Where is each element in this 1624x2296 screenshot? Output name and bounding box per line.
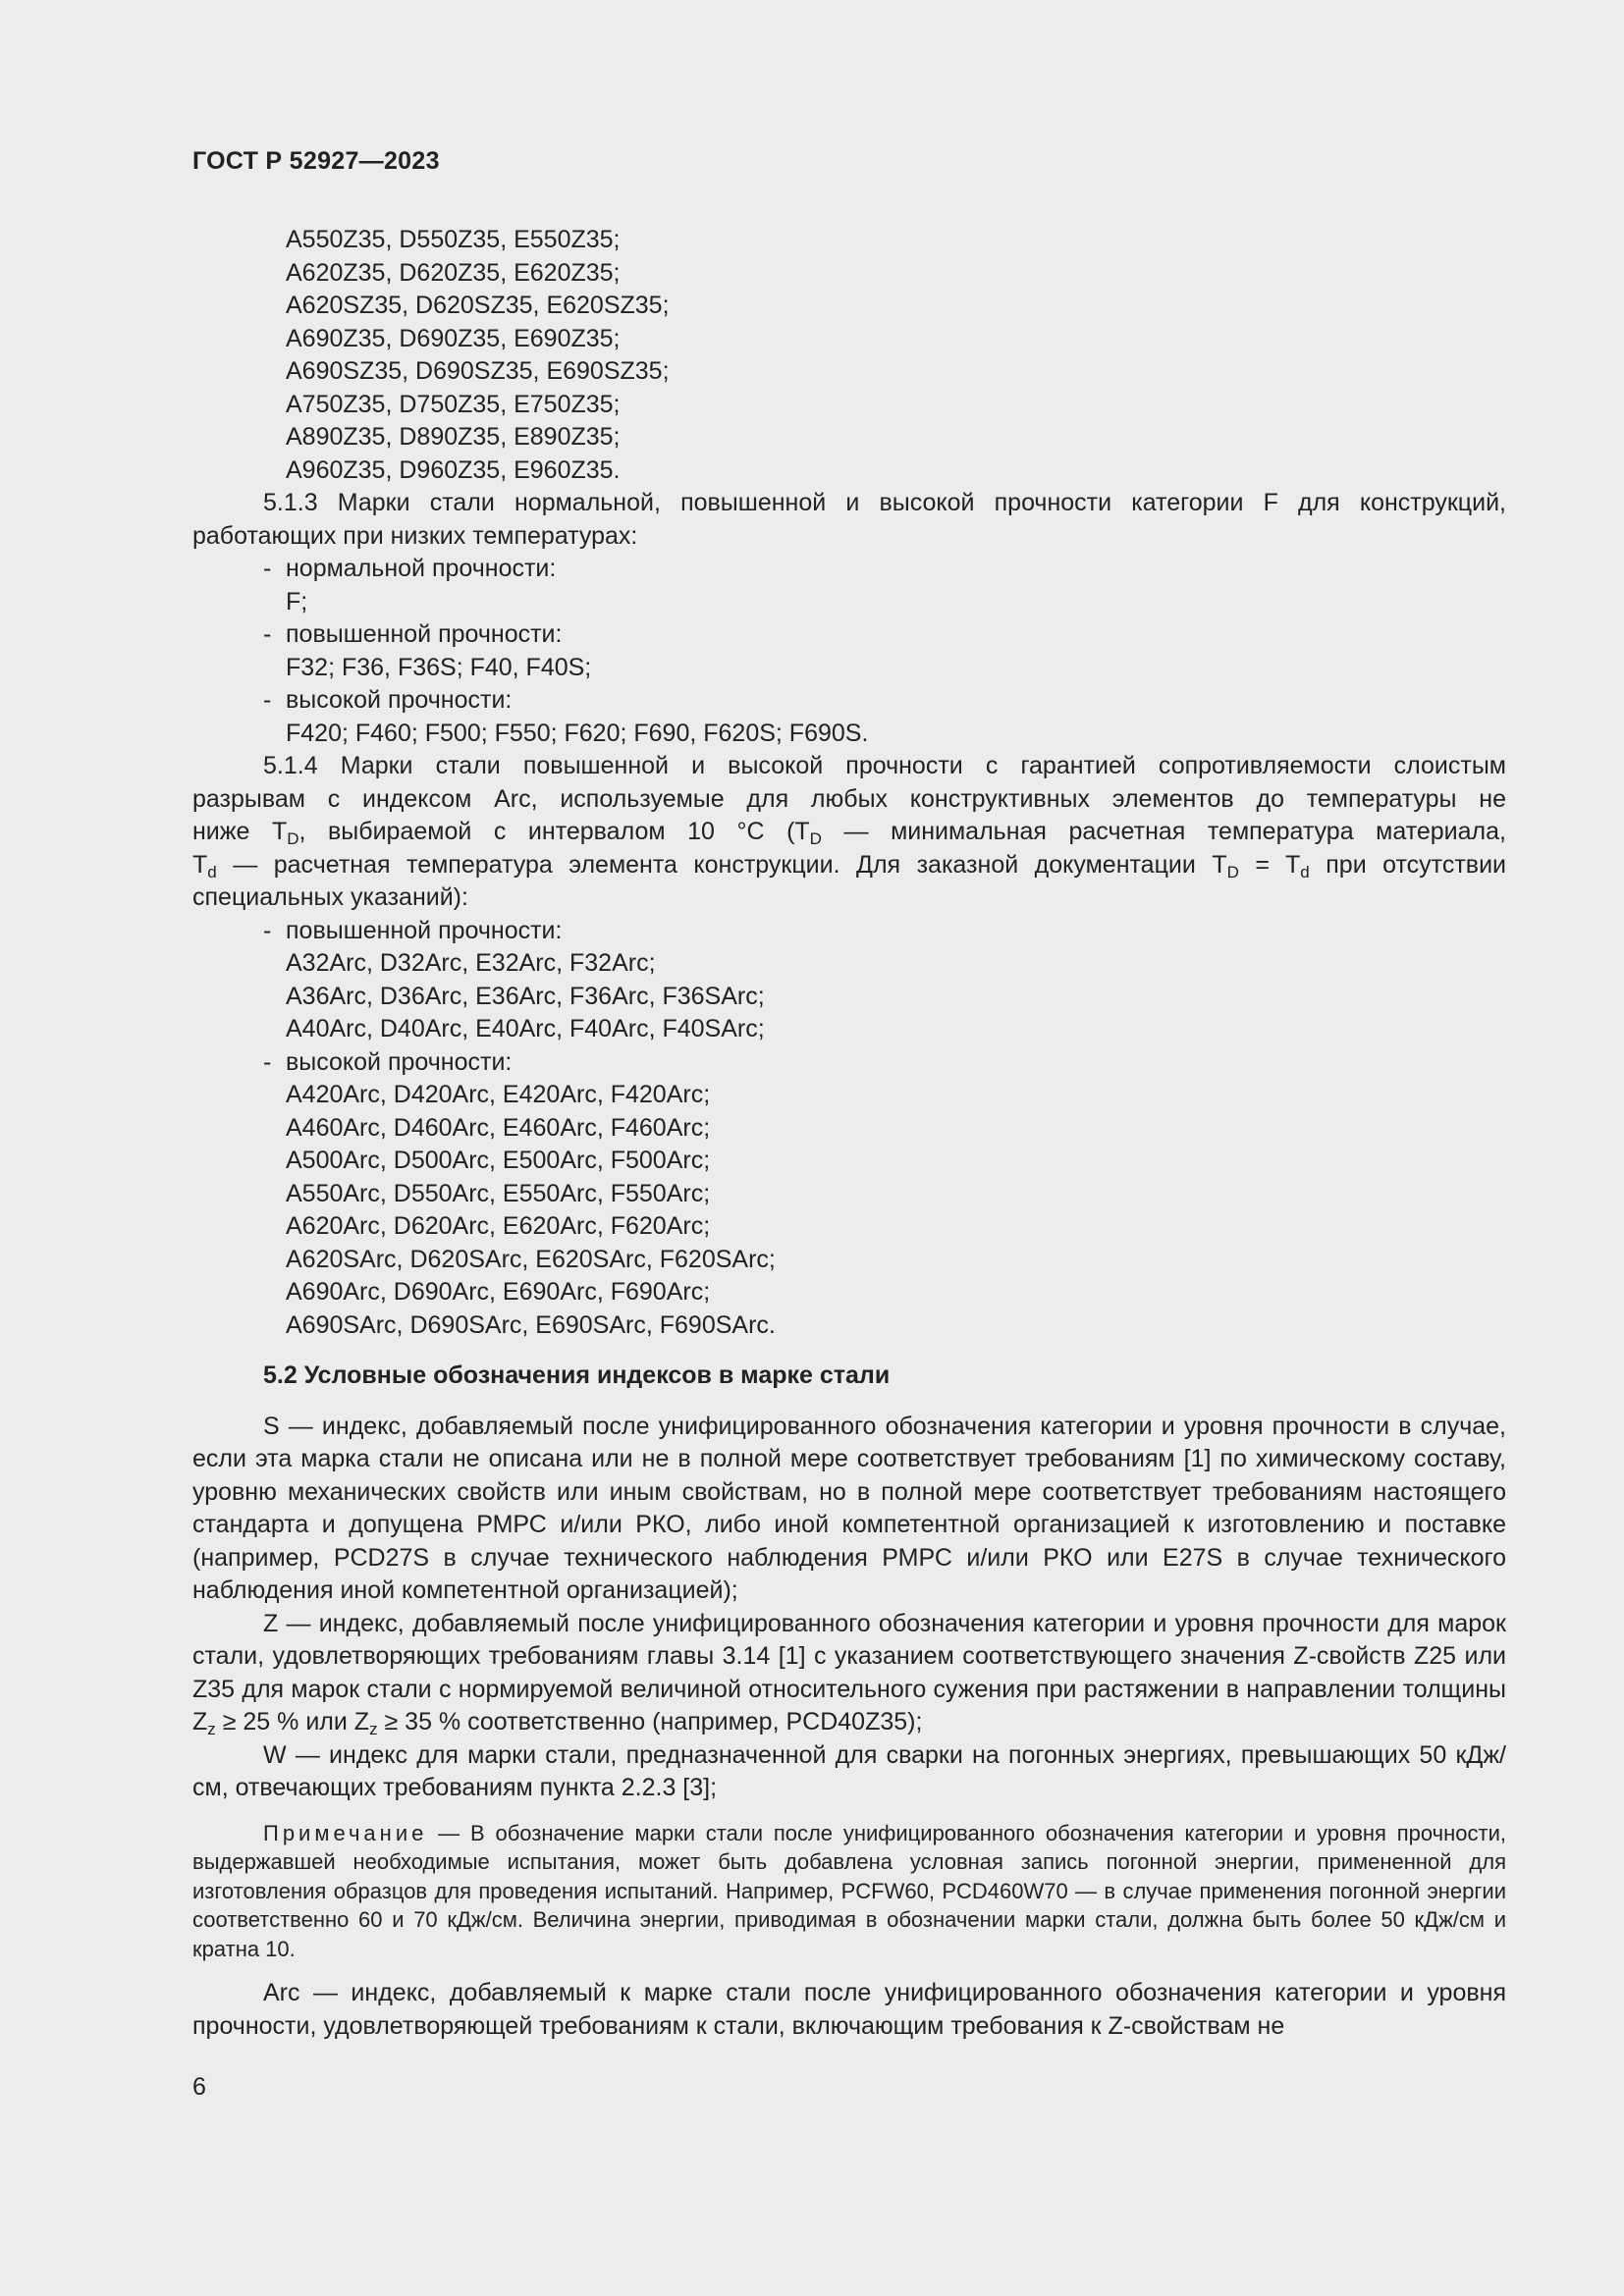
note-text: — В обозначение марки стали после унифицированного обозначения категории и уровня прочности, выдержавшей необходимые испытания, может быть добавлена условная запись погонной энергии, примененной для изготовления образцов для проведения испытаний. Например, PCFW60, PCD460W70 — в случае применения погонной энергии соответственно 60 и 70 кДж/см. Величина энергии, приводимая в обозначении марки стали, должна быть более 50 кДж/см и кратна 10. [192,1820,1506,1961]
list-item: A690SZ35, D690SZ35, E690SZ35; [286,357,670,385]
list-item: A690Z35, D690Z35, E690Z35; [286,324,621,352]
list-item: A620SArc, D620SArc, E620SArc, F620SArc; [286,1245,776,1273]
clause-text: ниже $T_D$, выбираемой с интервалом 10 °C ($T_D$ — минимальная расчетная температура материала, [192,818,1506,848]
standard-header: ГОСТ Р 52927—2023 [192,147,440,175]
note [192,1819,1506,1964]
clause-5-1-3 [192,487,1506,750]
page-body [192,224,1506,2043]
list-item: F; [286,587,308,615]
paragraph-z-index: Z — индекс, добавляемый после унифицированного обозначения категории и уровня прочности для марок стали, удовлетворяющих требованиям главы 3.14 [1] с указанием соответствующего значения Z-свойств Z25 или Z35 для марок стали с нормируемой величиной относительного сужения при растяжении в направлении толщины $Z_z \ge 25$ % или $Z_z \ge 35$ % соответственно (например, PCD40Z35); [192,1609,1506,1738]
list-item: A690Arc, D690Arc, E690Arc, F690Arc; [286,1278,711,1306]
list-item: A620Z35, D620Z35, E620Z35; [286,258,621,287]
list-item: A620SZ35, D620SZ35, E620SZ35; [286,292,670,319]
list-item: F32; F36, F36S; F40, F40S; [286,653,592,681]
clause-text: работающих при низких температурах: [192,521,638,550]
list-item: - высокой прочности: [263,686,513,714]
list-item: A550Arc, D550Arc, E550Arc, F550Arc; [286,1179,711,1207]
clause-text: 5.1.3 Марки стали нормальной, повышенной и высокой прочности категории F для конструкций, [263,489,1506,516]
clause-text: $T_d$ — расчетная температура элемента конструкции. Для заказной документации $T_D = T_d$ при отсутствии [192,850,1507,881]
list-item: A460Arc, D460Arc, E460Arc, F460Arc; [286,1113,711,1142]
clause-text: разрывам с индексом Arc, используемые для любых конструктивных элементов до температуры не [192,784,1506,813]
list-item: A550Z35, D550Z35, E550Z35; [286,226,621,253]
clause-5-1-4 [192,750,1506,1342]
list-item: A690SArc, D690SArc, E690SArc, F690SArc. [286,1310,776,1339]
grades-z-list [192,224,1506,487]
list-item: A32Arc, D32Arc, E32Arc, F32Arc; [286,949,656,977]
list-item: - высокой прочности: [263,1047,513,1076]
list-item: A960Z35, D960Z35, E960Z35. [286,455,621,484]
paragraph-arc-index: Arc — индекс, добавляемый к марке стали после унифицированного обозначения категории и уровня прочности, удовлетворяющей требованиям к стали, включающим требования к Z-свойствам не [192,1979,1506,2040]
list-item: A40Arc, D40Arc, E40Arc, F40Arc, F40SArc; [286,1015,765,1042]
list-item: A750Z35, D750Z35, E750Z35; [286,390,621,418]
list-item: A890Z35, D890Z35, E890Z35; [286,423,621,451]
page-number: 6 [192,2073,206,2101]
list-item: - повышенной прочности: [263,620,563,648]
list-item: A36Arc, D36Arc, E36Arc, F36Arc, F36SArc; [286,982,765,1010]
list-item: - повышенной прочности: [263,916,563,944]
clause-text: 5.1.4 Марки стали повышенной и высокой прочности с гарантией сопротивляемости слоистым [263,752,1506,779]
paragraph-s-index: S — индекс, добавляемый после унифицированного обозначения категории и уровня прочности в случае, если эта марка стали не описана или не в полной мере соответствует требованиям [1] по химическому составу, уровню механических свойств или иным свойствам, но в полной мере соответствует требованиям настоящего стандарта и допущена РМРС и/или РКО, либо иной компетентной организацией к изготовлению и поставке (например, PCD27S в случае технического наблюдения РМРС и/или РКО или E27S в случае технического наблюдения иной компетентной организацией); [192,1412,1506,1604]
list-item: A620Arc, D620Arc, E620Arc, F620Arc; [286,1212,711,1240]
clause-text: специальных указаний): [192,883,468,911]
list-item: A500Arc, D500Arc, E500Arc, F500Arc; [286,1147,711,1174]
section-heading: 5.2 Условные обозначения индексов в марке стали [263,1362,891,1389]
paragraph-w-index: W — индекс для марки стали, предназначенной для сварки на погонных энергиях, превышающих 50 кДж/см, отвечающих требованиям пункта 2.2.3 [3]; [192,1740,1506,1801]
list-item: F420; F460; F500; F550; F620; F690, F620S; F690S. [286,719,869,747]
note-label: Примечание [263,1820,428,1845]
list-item: - нормальной прочности: [263,555,557,582]
list-item: A420Arc, D420Arc, E420Arc, F420Arc; [286,1081,711,1108]
